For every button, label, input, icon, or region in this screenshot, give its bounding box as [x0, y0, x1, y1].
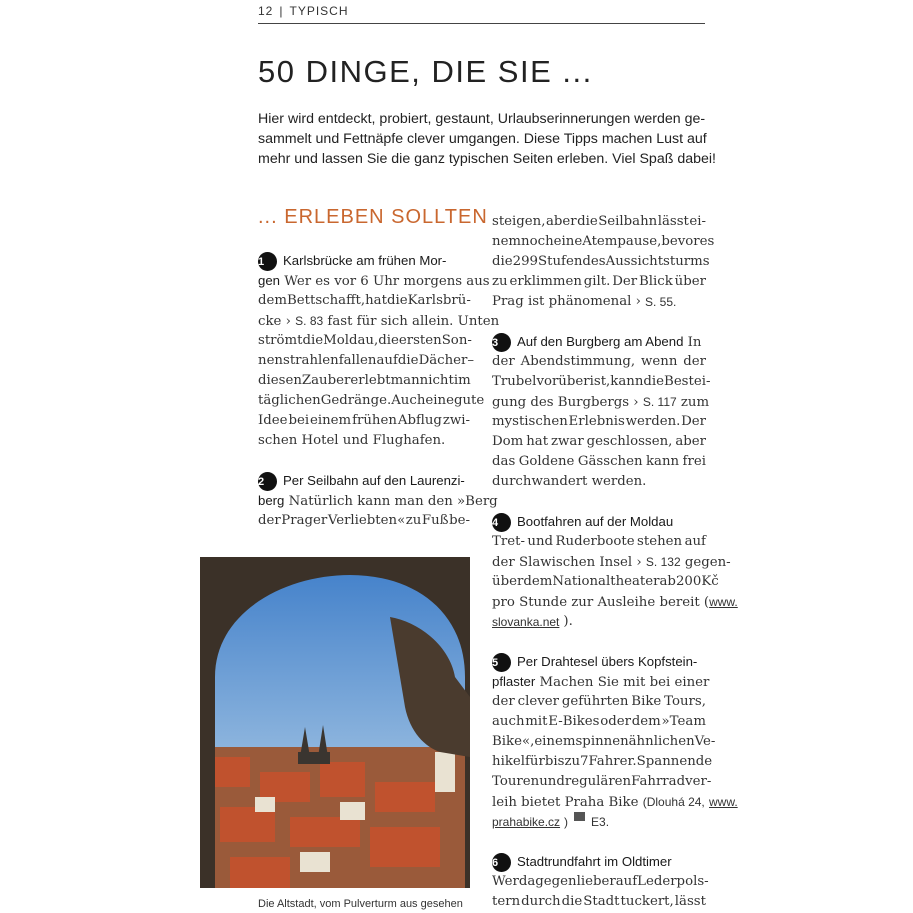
entry-2-heading: 2 Per Seilbahn auf den Laurenzi-: [258, 471, 470, 491]
text-line: mystischen Erlebnis werden. Der: [492, 414, 706, 429]
website-link[interactable]: prahabike.cz: [492, 815, 561, 829]
section-heading: ... ERLEBEN SOLLTEN: [258, 206, 488, 228]
old-town-photo: [200, 557, 470, 888]
text-line: Idee bei einem frühen Abflug zwi-: [258, 413, 470, 428]
text-line: der Prager Verliebten« zu Fuß be-: [258, 513, 470, 528]
text-line: der Abendstimmung, wenn der: [492, 354, 706, 369]
text-line: steigen, aber die Seilbahn lässt ei-: [492, 214, 706, 229]
text-line: Trubel vorüber ist, kann die Bestei-: [492, 374, 711, 389]
text-line: Wer dagegen lieber auf Lederpols-: [492, 874, 709, 889]
website-link[interactable]: www.: [709, 795, 738, 809]
entry-number-badge: 1: [258, 252, 277, 271]
header-section: TYPISCH: [289, 4, 349, 18]
text-line: Tret- und Ruderboote stehen auf: [492, 534, 706, 549]
intro-paragraph: [258, 109, 716, 169]
page-ref-link[interactable]: S. 55.: [644, 295, 677, 309]
text-line: das Goldene Gässchen kann frei: [492, 454, 706, 469]
intro-line: Hier wird entdeckt, probiert, gestaunt, Urlaubserinnerungen werden ge-: [258, 111, 706, 127]
left-column: 1 Karlsbrücke am frühen Mor- gen Wer es vor 6 Uhr morgens aus dem Bett schafft, hat die Karlsbrü- cke › S. 83 fast für sich allein. Unten strömt die Moldau, die ersten Son- nenstrahlen fallen auf die Dächer – diesen Zauber erlebt man nicht im täglichen Gedränge. Auch eine gute Idee bei einem frühen Abflug zwi- schen Hotel und Flughafen. 2 Per Seilbahn auf den Laurenzi- berg Natürlich kann man den »Berg der Prager Verliebten« zu Fuß be-: [258, 251, 470, 531]
intro-line: sammelt und Fettnäpfe clever umgangen. Diese Tipps machen Lust auf: [258, 131, 707, 147]
map-icon: [574, 812, 585, 821]
text-line: diesen Zauber erlebt man nicht im: [258, 373, 471, 388]
running-header: [258, 4, 705, 24]
website-link[interactable]: www.: [709, 595, 738, 609]
map-grid-ref: E3.: [591, 815, 610, 829]
text-line: täglichen Gedränge. Auch eine gute: [258, 393, 485, 408]
text-line: Dom hat zwar geschlossen, aber: [492, 434, 706, 449]
text-line: hikel für bis zu 7 Fahrer. Spannende: [492, 754, 713, 769]
text-line: nem noch eine Atempause, bevor es: [492, 234, 715, 249]
text-line: strömt die Moldau, die ersten Son-: [258, 333, 472, 348]
photo-caption: Die Altstadt, vom Pulverturm aus gesehen: [258, 898, 463, 910]
page-number: 12: [258, 4, 274, 18]
intro-line: mehr und lassen Sie die ganz typischen Seiten erleben. Viel Spaß dabei!: [258, 151, 716, 167]
text-line: Touren und regulären Fahrradver-: [492, 774, 712, 789]
text-line: tern durch die Stadt tuckert, lässt: [492, 894, 706, 909]
page-ref-link[interactable]: S. 117: [642, 395, 677, 409]
entry-4-heading: 4 Bootfahren auf der Moldau: [492, 512, 706, 532]
entry-3-heading: 3 Auf den Burgberg am Abend In: [492, 334, 702, 350]
entry-number-badge: 2: [258, 472, 277, 491]
text-line: nenstrahlen fallen auf die Dächer –: [258, 353, 475, 368]
page-title: 50 DINGE, DIE SIE ...: [258, 54, 593, 89]
entry-1-heading: 1 Karlsbrücke am frühen Mor-: [258, 251, 470, 271]
text-line: zu erklimmen gilt. Der Blick über: [492, 274, 706, 289]
entry-number-badge: 4: [492, 513, 511, 532]
text-line: Bike«, einem spinnenähnlichen Ve-: [492, 734, 716, 749]
website-link[interactable]: slovanka.net: [492, 615, 560, 629]
entry-5-heading: 5 Per Drahtesel übers Kopfstein-: [492, 652, 706, 672]
text-line: durchwandert werden.: [492, 474, 647, 489]
text-line: dem Bett schafft, hat die Karlsbrü-: [258, 293, 471, 308]
text-line: der clever geführten Bike Tours,: [492, 694, 706, 709]
entry-number-badge: 5: [492, 653, 511, 672]
text-line: die 299 Stufen des Aussichtsturms: [492, 254, 710, 269]
entry-6-heading: 6 Stadtrundfahrt im Oldtimer: [492, 852, 706, 872]
page-ref-link[interactable]: S. 83: [295, 314, 324, 328]
right-column: steigen, aber die Seilbahn lässt ei- nem noch eine Atempause, bevor es die 299 Stufen des Aussichtsturms zu erklimmen gilt. Der Blick über Prag ist phänomenal › S. 55. 3 Auf den Burgberg am Abend In der Abendstimmung, wenn der Trubel vorüber ist, kann die Bestei- gung des Burgbergs › S. 117 zum mystischen Erlebnis werden. Der Dom hat zwar geschlossen, aber das Goldene Gässchen kann frei durchwandert werden. 4 Bootfahren auf der Moldau Tret- und Ruderboote stehen auf der Slawischen Insel › S. 132 gegen- über dem Nationaltheater ab 200 Kč pro Stunde zur Ausleihe bereit (www. slovanka.net ). 5 Per Drahtesel übers Kopfstein- pflaster Machen Sie mit bei einer der clever geführten Bike Tours, auch mit E-Bikes oder dem »Team Bike«, einem spinnenähnlichen Ve- hikel für bis zu 7 Fahrer. Spannende Touren und regulären Fahrradver- leih bietet Praha Bike (Dlouhá 24, www. prahabike.cz ) E3. 6 Stadtrundfahrt im Oldtimer Wer dagegen lieber auf Lederpols- tern durch die Stadt tuckert, lässt: [492, 212, 706, 912]
entry-number-badge: 6: [492, 853, 511, 872]
text-line: schen Hotel und Flughafen.: [258, 433, 446, 448]
text-line: auch mit E-Bikes oder dem »Team: [492, 714, 706, 729]
header-separator: |: [279, 4, 284, 18]
page-ref-link[interactable]: S. 132: [645, 555, 681, 569]
entry-number-badge: 3: [492, 333, 511, 352]
text-line: über dem Nationaltheater ab 200 Kč: [492, 574, 719, 589]
